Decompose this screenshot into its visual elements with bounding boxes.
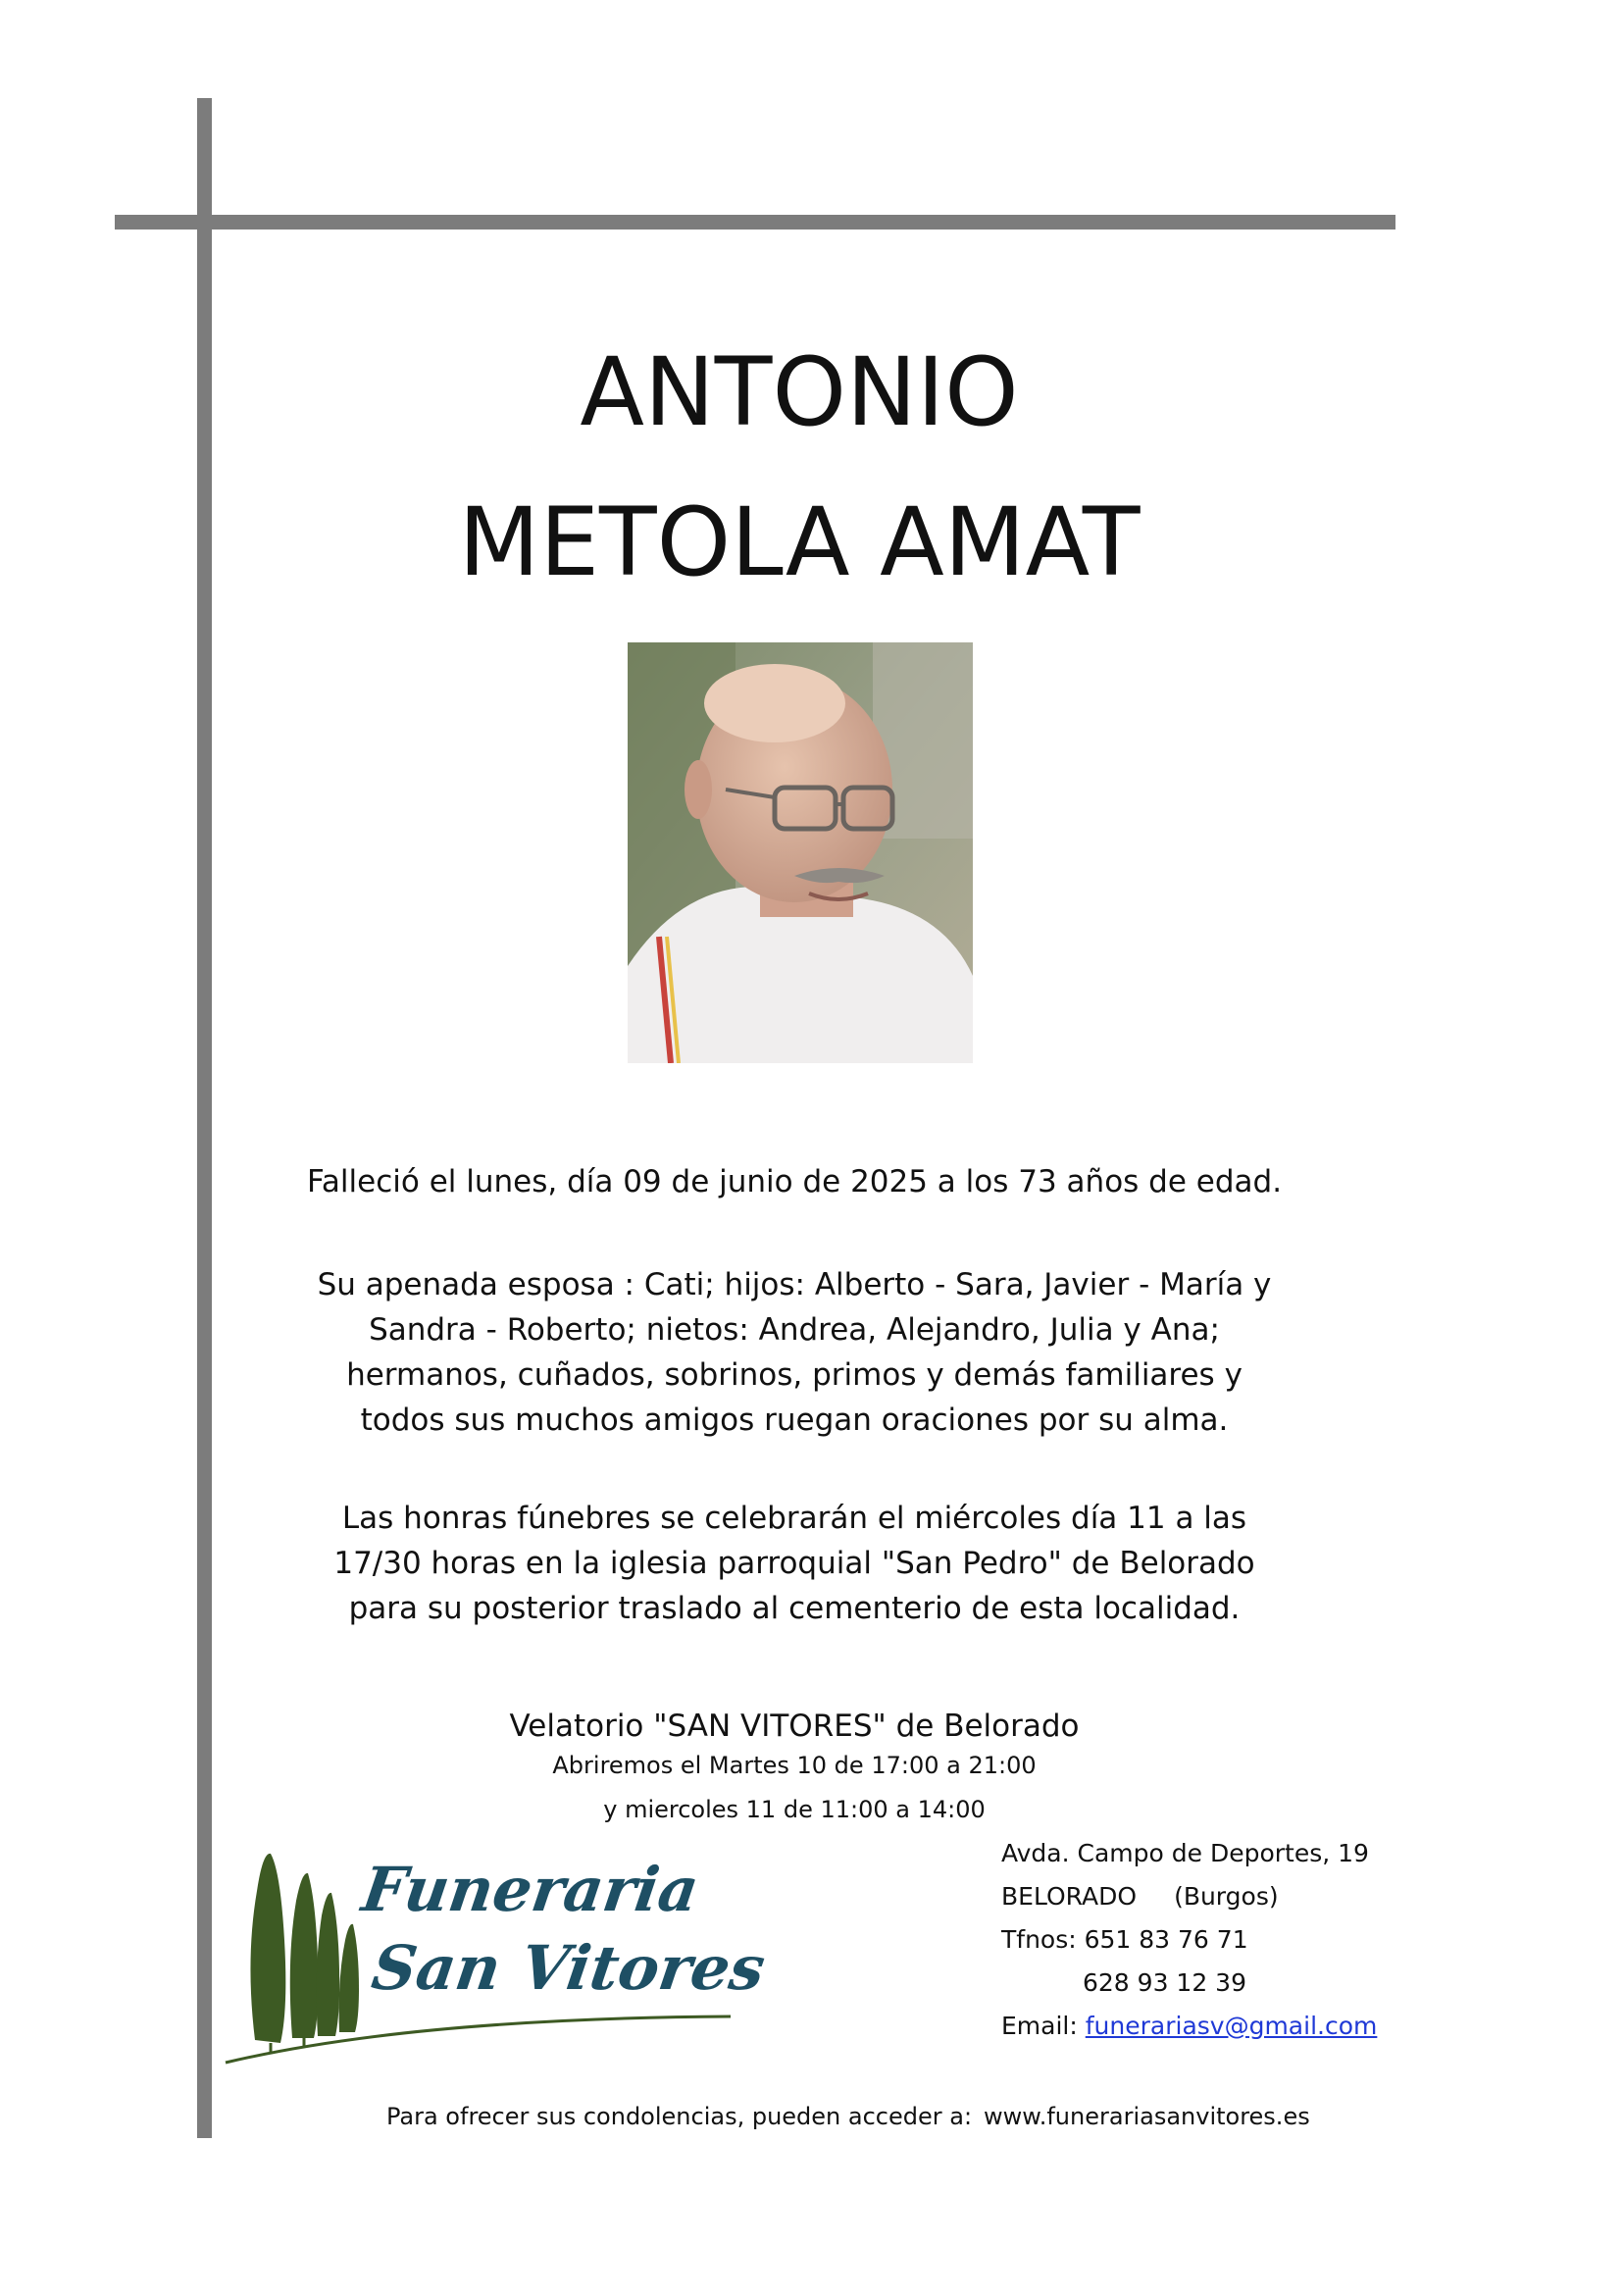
- footer-website[interactable]: www.funerariasanvitores.es: [984, 2103, 1310, 2130]
- deceased-photo: [628, 642, 973, 1063]
- cross-vertical-bar: [197, 98, 212, 2138]
- deceased-last-name: METOLA AMAT: [458, 487, 1141, 597]
- footer-condolences: [294, 2101, 1432, 2132]
- wake-hours-line1: Abriremos el Martes 10 de 17:00 a 21:00: [552, 1752, 1037, 1779]
- cross-horizontal-bar: [115, 215, 1395, 230]
- death-notice: Falleció el lunes, día 09 de junio de 2025 a los 73 años de edad.: [306, 1164, 1283, 1199]
- funeral-home-contact: [1001, 1832, 1377, 2048]
- province: (Burgos): [1174, 1882, 1279, 1911]
- family-line: hermanos, cuñados, sobrinos, primos y demás familiares y: [346, 1357, 1243, 1393]
- funeral-line: 17/30 horas en la iglesia parroquial "San Pedro" de Belorado: [333, 1546, 1255, 1581]
- footer-text: Para ofrecer sus condolencias, pueden acceder a:: [386, 2103, 973, 2130]
- family-line: Sandra - Roberto; nietos: Andrea, Alejandro, Julia y Ana;: [369, 1312, 1220, 1348]
- email-label: Email:: [1001, 2012, 1078, 2040]
- family-line: todos sus muchos amigos ruegan oraciones por su alma.: [360, 1403, 1229, 1438]
- wake-hours-line2: y miercoles 11 de 11:00 a 14:00: [603, 1796, 986, 1823]
- family-paragraph: [294, 1262, 1294, 1443]
- city-line: [1001, 1875, 1377, 1918]
- email-link[interactable]: funerariasv@gmail.com: [1085, 2012, 1378, 2040]
- funeral-home-logo: [216, 1842, 770, 2067]
- wake-title: Velatorio "SAN VITORES" de Belorado: [509, 1709, 1080, 1744]
- funeral-line: Las honras fúnebres se celebrarán el miércoles día 11 a las: [341, 1501, 1247, 1536]
- phone-secondary: 628 93 12 39: [1083, 1968, 1246, 1997]
- phone-primary: Tfnos: 651 83 76 71: [1001, 1925, 1248, 1954]
- email-line: [1001, 2005, 1377, 2048]
- deceased-first-name: ANTONIO: [580, 337, 1019, 447]
- funeral-line: para su posterior traslado al cementerio de esta localidad.: [348, 1591, 1241, 1626]
- family-line: Su apenada esposa : Cati; hijos: Alberto - Sara, Javier - María y: [317, 1267, 1272, 1302]
- funeral-paragraph: [294, 1496, 1294, 1631]
- logo-text-line1: Funeraria: [357, 1854, 703, 1925]
- logo-text-line2: San Vitores: [367, 1932, 770, 2004]
- city: BELORADO: [1001, 1882, 1138, 1911]
- address: Avda. Campo de Deportes, 19: [1001, 1839, 1369, 1867]
